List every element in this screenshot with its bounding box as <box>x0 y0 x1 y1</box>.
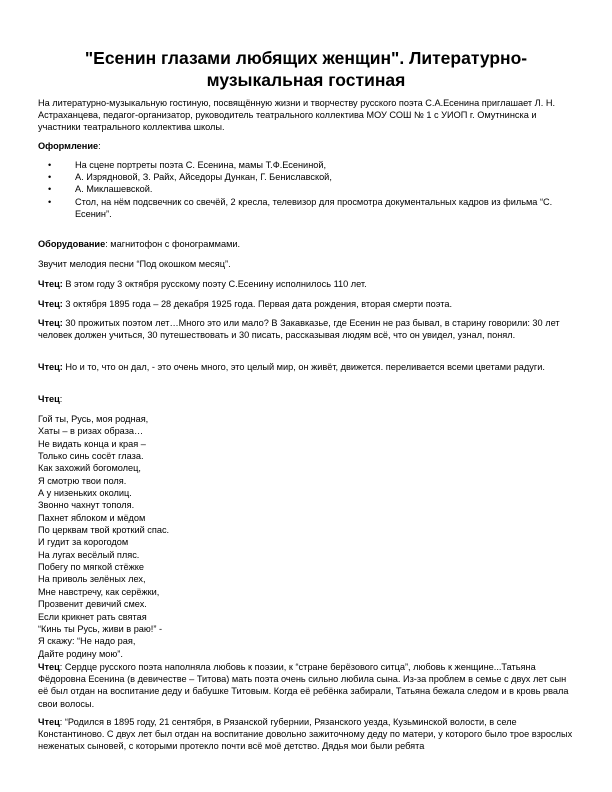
intro-paragraph: На литературно-музыкальную гостиную, посвящённую жизни и творчеству русского поэта С.А.Есенина приглашает Л. Н. Астраханцева, педагог-организатор, руководитель театрального коллектива МОУ СОШ № 1 с УИОП г. Омутнинска и участники театрального коллектива школы. <box>38 98 556 133</box>
reader-label: Чтец <box>38 662 60 672</box>
poem-line: По церквам твой кроткий спас. <box>38 525 170 536</box>
reader-text: В этом году 3 октября русскому поэту С.Есенину исполнилось 110 лет. <box>65 279 367 289</box>
poem-line: Я смотрю твои поля. <box>38 475 127 486</box>
reader-text: 3 октября 1895 года – 28 декабря 1925 года. Первая дата рождения, вторая смерти поэта. <box>65 299 453 309</box>
poem-line: И гудит за корогодом <box>38 537 129 548</box>
melody-paragraph: Звучит мелодия песни “Под окошком месяц”. <box>38 259 231 269</box>
poem-label: Чтец <box>38 394 60 404</box>
decor-list <box>38 159 578 220</box>
poem-line: А у низеньких околиц. <box>38 488 132 499</box>
reader-paragraph <box>38 716 578 753</box>
poem-line: Не видать конца и края – <box>38 438 146 449</box>
decor-heading: Оформление: <box>38 141 101 151</box>
reader-paragraph: Чтец: 3 октября 1895 года – 28 декабря 1925 года. Первая дата рождения, вторая смерти поэта. <box>38 299 453 309</box>
reader-text: : Сердце русского поэта наполняла любовь к поэзии, к “стране берёзового ситца”, любовь к женщине...Татьяна Фёдоровна Есенина (в девичестве – Титова) мать поэта очень сильно любила сына. Из-за проблем в семье с двух лет сын её был отдан на воспитание деду и бабушке Титовым. Когда её ребёнка забирали, Татьяна бежала следом и в кровь рвала свои волосы. <box>38 662 569 709</box>
reader-text: Но и то, что он дал, - это очень много, это целый мир, он живёт, движется. переливается всеми цветами радуги. <box>65 362 545 372</box>
reader-label: Чтец <box>38 362 60 372</box>
reader-label: Чтец <box>38 318 60 328</box>
poem-line: Звонно чахнут тополя. <box>38 500 135 511</box>
equipment-label: Оборудование <box>38 239 106 249</box>
reader-text: 30 прожитых поэтом лет…Много это или мало? В Закавказье, где Есенин не раз бывал, в старину говорили: 30 лет человек должен учиться, 30 путешествовать и 30 писать, рассказывая людям всё, что он увидел, узнал, понял. <box>38 318 560 341</box>
reader-label: Чтец <box>38 299 60 309</box>
poem-heading: Чтец: <box>38 394 63 404</box>
decor-item: • Стол, на нём подсвечник со свечёй, 2 кресла, телевизор для просмотра документальных кадров из фильма “С. Есенин”. <box>38 196 578 220</box>
decor-item: • На сцене портреты поэта С. Есенина, мамы Т.Ф.Есениной, <box>38 159 578 171</box>
decor-item: • А. Миклашевской. <box>38 183 578 195</box>
decor-item: • А. Изрядновой, З. Райх, Айседоры Дункан, Г. Бениславской, <box>38 171 578 183</box>
poem-line: Прозвенит девичий смех. <box>38 599 147 610</box>
poem-line: Хаты – в ризах образа… <box>38 426 144 437</box>
equipment-text: : магнитофон с фонограммами. <box>105 239 241 249</box>
poem-line: Как захожий богомолец, <box>38 463 141 474</box>
reader-paragraph: Чтец: В этом году 3 октября русскому поэту С.Есенину исполнилось 110 лет. <box>38 279 367 289</box>
poem-line: Я скажу: “Не надо рая, <box>38 636 136 647</box>
poem-line: Если крикнет рать святая <box>38 611 147 622</box>
poem-line: Пахнет яблоком и мёдом <box>38 512 146 523</box>
reader-text: : “Родился в 1895 году, 21 сентября, в Рязанской губернии, Рязанского уезда, Кузьминской волости, в селе Константиново. С двух лет был отдан на воспитание довольно зажиточному деду по матери, у которого было трое взрослых неженатых сыновей, с которыми протекло почти всё моё детство. Дядья мои были ребята <box>38 717 573 752</box>
poem-line: “Кинь ты Русь, живи в раю!” - <box>38 623 163 634</box>
poem-line: Побегу по мягкой стёжке <box>38 562 144 573</box>
decor-label: Оформление <box>38 141 99 151</box>
poem <box>38 413 578 660</box>
poem-line: На приволь зелёных лех, <box>38 574 146 585</box>
reader-label: Чтец <box>38 717 60 727</box>
poem-line: Гой ты, Русь, моя родная, <box>38 414 149 424</box>
page-title: "Есенин глазами любящих женщин". Литературно-музыкальная гостиная <box>84 48 528 90</box>
poem-line: Дайте родину мою”. <box>38 648 123 659</box>
reader-paragraph: Чтец: Но и то, что он дал, - это очень много, это целый мир, он живёт, движется. переливается всеми цветами радуги. <box>38 362 545 372</box>
poem-line: На лугах весёлый пляс. <box>38 549 140 560</box>
reader-label: Чтец <box>38 279 60 289</box>
poem-line: Мне навстречу, как серёжки, <box>38 586 160 597</box>
reader-paragraph <box>38 661 578 710</box>
reader-paragraph: Чтец: 30 прожитых поэтом лет…Много это или мало? В Закавказье, где Есенин не раз бывал, в старину говорили: 30 лет человек должен учиться, 30 путешествовать и 30 писать, рассказывая людям всё, что он увидел, узнал, понял. <box>38 318 560 341</box>
equipment-paragraph <box>38 238 578 250</box>
poem-line: Только синь сосёт глаза. <box>38 451 144 462</box>
